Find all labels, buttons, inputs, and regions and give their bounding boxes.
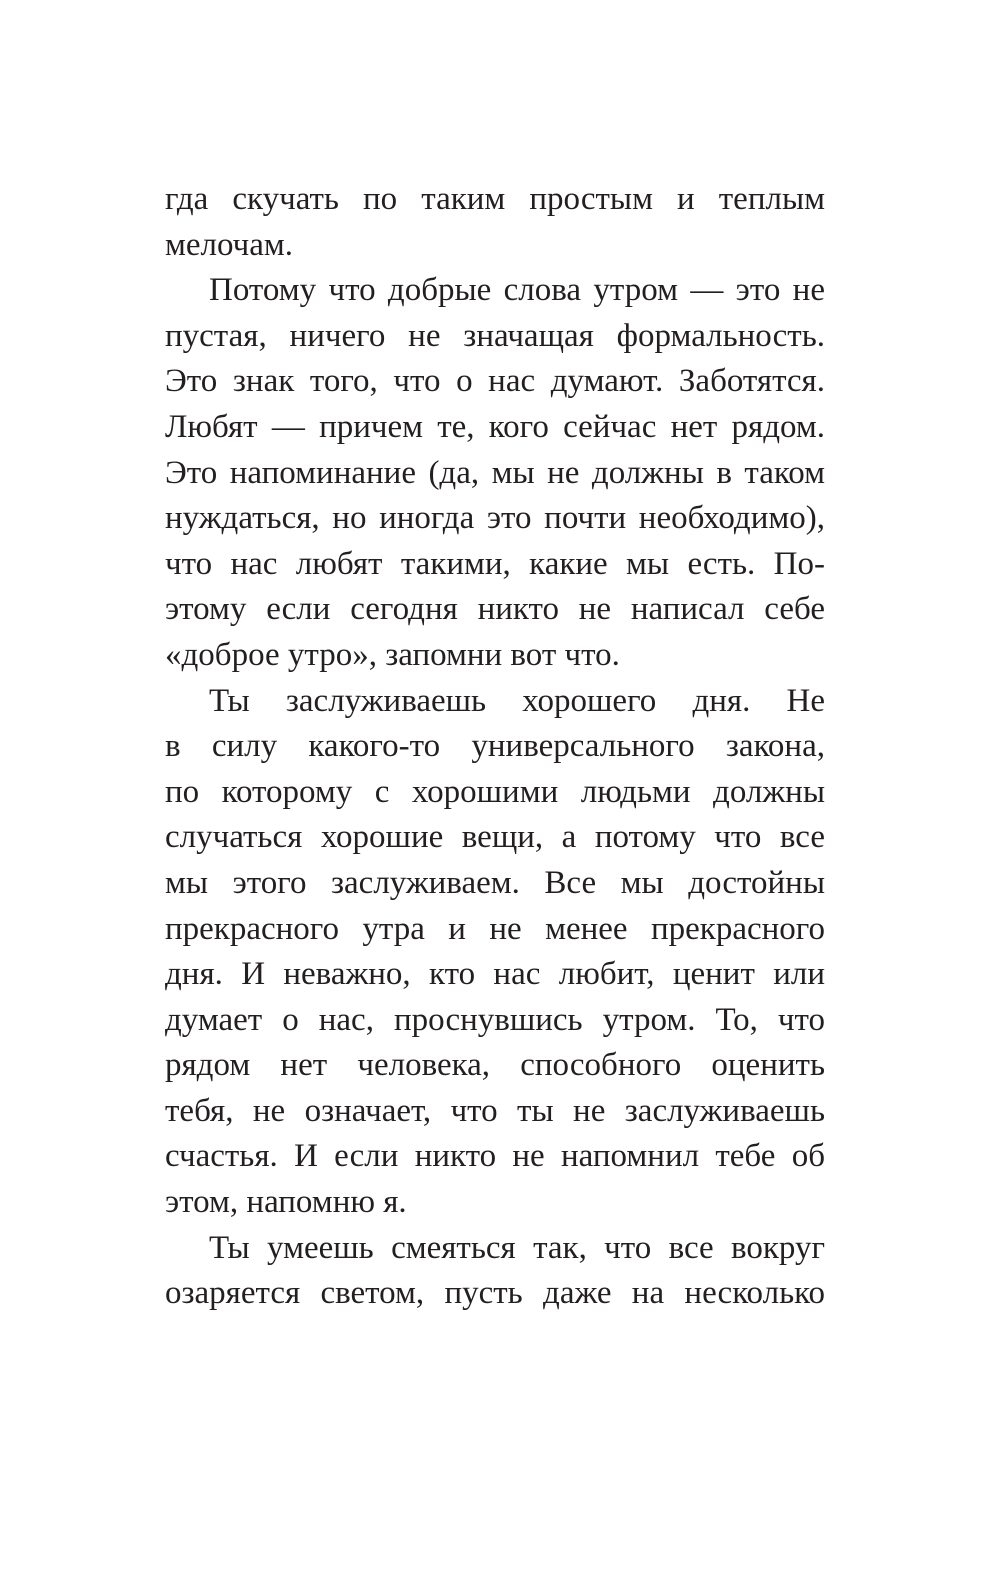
text-line: Это знак того, что о нас думают. Заботятся. bbox=[165, 363, 825, 400]
text-line: пустая, ничего не значащая формальность. bbox=[165, 317, 825, 354]
text-line: случаться хорошие вещи, а потому что все bbox=[165, 819, 825, 856]
text-line: тебя, не означает, что ты не заслуживаешь bbox=[165, 1092, 825, 1129]
text-line: озаряется светом, пусть даже на несколько bbox=[165, 1275, 825, 1312]
text-line: этом, напомню я. bbox=[165, 1184, 407, 1221]
text-line: по которому с хорошими людьми должны bbox=[165, 773, 825, 810]
text-line: что нас любят такими, какие мы есть. По- bbox=[165, 545, 825, 582]
text-line: рядом нет человека, способного оценить bbox=[165, 1047, 825, 1084]
text-line: мелочам. bbox=[165, 226, 294, 263]
text-line: этому если сегодня никто не написал себе bbox=[165, 591, 825, 628]
text-line: Любят — причем те, кого сейчас нет рядом. bbox=[165, 408, 825, 445]
text-line: прекрасного утра и не менее прекрасного bbox=[165, 910, 825, 947]
text-line: счастья. И если никто не напомнил тебе об bbox=[165, 1138, 825, 1175]
text-line: мы этого заслуживаем. Все мы достойны bbox=[165, 864, 825, 901]
paragraph-first-line: Ты заслуживаешь хорошего дня. Не bbox=[209, 682, 825, 719]
text-line: «доброе утро», запомни вот что. bbox=[165, 636, 620, 673]
text-line: дня. И неважно, кто нас любит, ценит или bbox=[165, 956, 825, 993]
text-line: думает о нас, проснувшись утром. То, что bbox=[165, 1001, 825, 1038]
text-line: гда скучать по таким простым и теплым bbox=[165, 181, 825, 217]
text-line: нуждаться, но иногда это почти необходимо), bbox=[165, 500, 825, 537]
page-text bbox=[165, 177, 825, 1317]
paragraph-first-line: Потому что добрые слова утром — это не bbox=[209, 272, 825, 309]
paragraph-first-line: Ты умеешь смеяться так, что все вокруг bbox=[209, 1229, 825, 1266]
text-line: в силу какого-то универсального закона, bbox=[165, 728, 825, 765]
text-line: Это напоминание (да, мы не должны в таком bbox=[165, 454, 825, 491]
